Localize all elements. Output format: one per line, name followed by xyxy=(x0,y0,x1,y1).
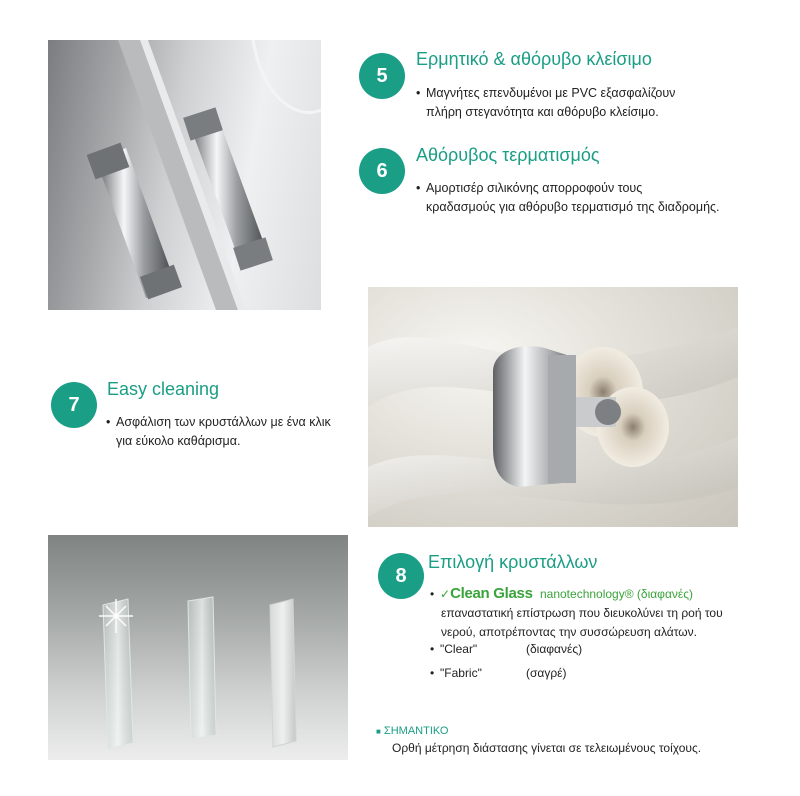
feature-5-description xyxy=(416,84,675,122)
bullet: • xyxy=(416,86,421,100)
bullet: • xyxy=(416,181,421,195)
feature-8-line2: νερού, αποτρέποντας την συσσώρευση αλάτων. xyxy=(441,625,697,639)
feature-7-badge: 7 xyxy=(51,382,97,428)
important-bullet: ■ xyxy=(376,727,381,736)
feature-8-title: Επιλογή κρυστάλλων xyxy=(428,552,598,572)
glass-option-fabric xyxy=(430,664,567,683)
option-desc: (σαγρέ) xyxy=(526,666,567,680)
bullet: • xyxy=(430,666,435,680)
important-label-text: ΣΗΜΑΝΤΙΚΟ xyxy=(383,725,449,737)
important-text: Ορθή μέτρηση διάστασης γίνεται σε τελειωμένους τοίχους. xyxy=(392,741,702,755)
option-name: "Fabric" xyxy=(440,666,482,680)
feature-6-title: Αθόρυβος τερματισμός xyxy=(416,145,600,165)
clean-glass-icon: ✓ xyxy=(440,587,451,601)
feature-6-line1: Αμορτισέρ σιλικόνης απορροφούν τους xyxy=(426,181,643,195)
feature-7-line2: για εύκολο καθάρισμα. xyxy=(116,434,241,448)
feature-5-title: Ερμητικό & αθόρυβο κλείσιμο xyxy=(416,49,652,69)
option-name: "Clear" xyxy=(440,642,478,656)
glass-option-clear xyxy=(430,640,582,659)
feature-5-line1: Μαγνήτες επενδυμένοι με PVC εξασφαλίζουν xyxy=(426,86,676,100)
bullet: • xyxy=(106,415,111,429)
glass-panels-photo xyxy=(48,535,348,760)
door-handles-photo xyxy=(48,40,321,310)
feature-8-badge: 8 xyxy=(378,553,424,599)
feature-6-line2: κραδασμούς για αθόρυβο τερματισμό της διαδρομής. xyxy=(426,200,720,214)
feature-6-description xyxy=(416,179,720,217)
bullet: • xyxy=(430,642,435,656)
feature-7-title: Easy cleaning xyxy=(107,379,220,399)
clean-glass-suffix: nanotechnology® (διαφανές) xyxy=(539,587,694,601)
option-desc: (διαφανές) xyxy=(526,642,583,656)
clean-glass-brand: Clean Glass xyxy=(450,585,533,602)
feature-7-line1: Ασφάλιση των κρυστάλλων με ένα κλικ xyxy=(116,415,331,429)
feature-6-badge: 6 xyxy=(359,148,405,194)
important-label xyxy=(376,723,448,740)
bullet: • xyxy=(430,587,435,601)
feature-5-line2: πλήρη στεγανότητα και αθόρυβο κλείσιμο. xyxy=(426,105,659,119)
feature-5-badge: 5 xyxy=(359,53,405,99)
feature-7-description xyxy=(106,413,331,451)
feature-8-description xyxy=(430,584,723,642)
roller-photo xyxy=(368,287,738,527)
feature-8-line1: επαναστατική επίστρωση που διευκολύνει τη ροή του xyxy=(441,606,723,620)
